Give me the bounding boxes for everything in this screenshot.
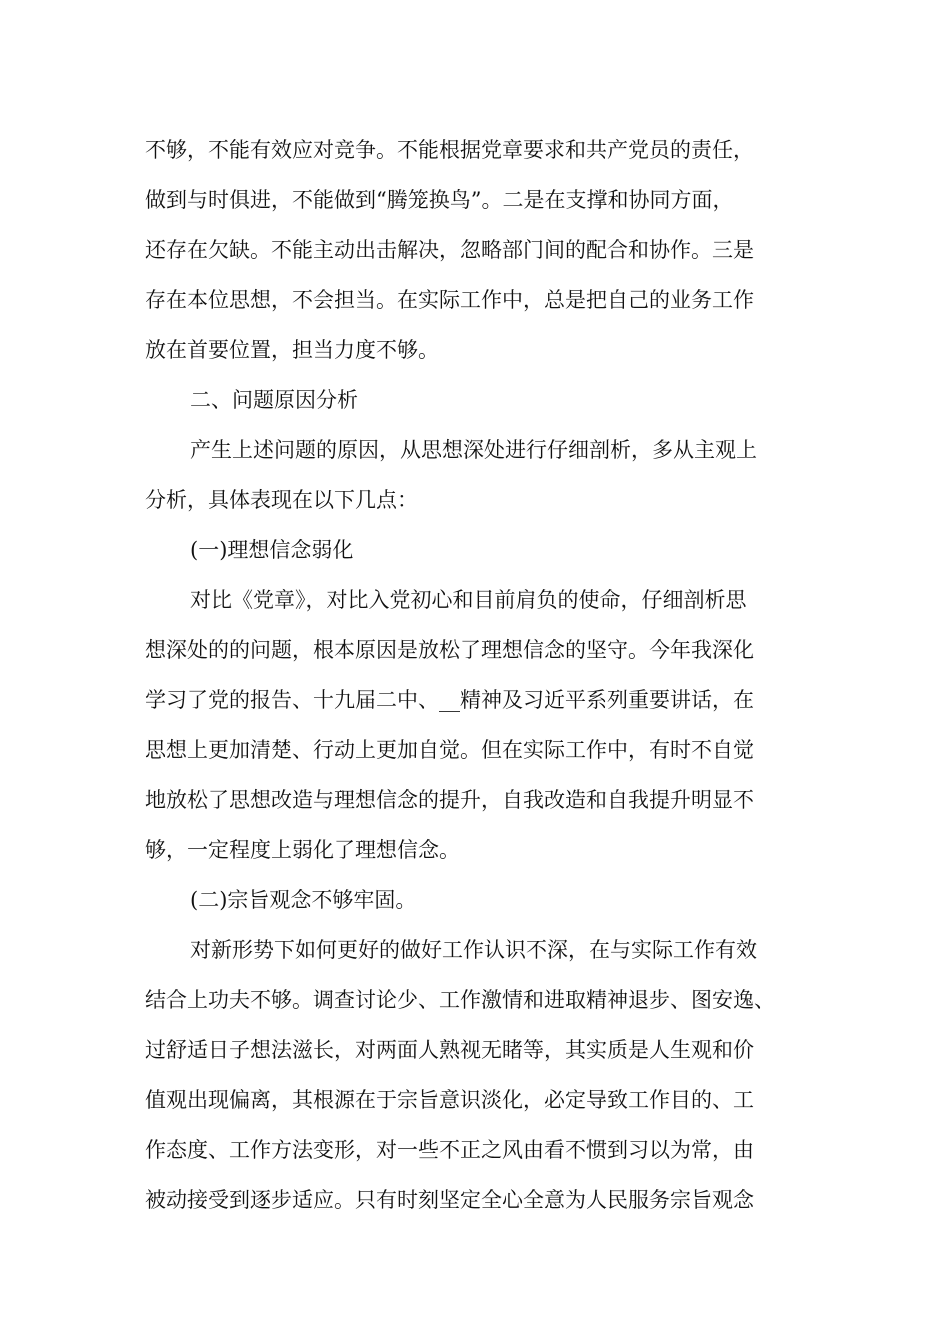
- body-text-line: 还存在欠缺。不能主动出击解决，忽略部门间的配合和协作。三是: [145, 238, 754, 262]
- body-text-line: 对比《党章》，对比入党初心和目前肩负的使命，仔细剖析思: [190, 588, 747, 612]
- body-text-line: 过舒适日子想法滋长，对两面人熟视无睹等，其实质是人生观和价: [145, 1038, 754, 1062]
- body-text-line: 对新形势下如何更好的做好工作认识不深，在与实际工作有效: [190, 938, 757, 962]
- body-text-line: 存在本位思想，不会担当。在实际工作中，总是把自己的业务工作: [145, 288, 754, 312]
- body-text-line: 够，一定程度上弱化了理想信念。: [145, 838, 460, 862]
- body-text-line: 结合上功夫不够。调查讨论少、工作激情和进取精神退步、图安逸、: [145, 988, 775, 1012]
- subsection-heading: (一)理想信念弱化: [190, 538, 354, 562]
- subsection-heading: (二)宗旨观念不够牢固。: [190, 888, 417, 912]
- body-text-line: 分析，具体表现在以下几点：: [145, 488, 418, 512]
- body-text-line: 值观出现偏离，其根源在于宗旨意识淡化，必定导致工作目的、工: [145, 1088, 754, 1112]
- body-text-line: 做到与时俱进，不能做到“腾笼换鸟”。二是在支撑和协同方面，: [145, 188, 734, 212]
- body-text-line: 想深处的的问题，根本原因是放松了理想信念的坚守。今年我深化: [145, 638, 754, 662]
- section-heading: 二、问题原因分析: [190, 388, 358, 412]
- body-text-line: 思想上更加清楚、行动上更加自觉。但在实际工作中，有时不自觉: [145, 738, 754, 762]
- body-text-line: 地放松了思想改造与理想信念的提升，自我改造和自我提升明显不: [145, 788, 754, 812]
- body-text-line: 产生上述问题的原因，从思想深处进行仔细剖析，多从主观上: [190, 438, 757, 462]
- body-text-line: 放在首要位置，担当力度不够。: [145, 338, 439, 362]
- body-text-line: 被动接受到逐步适应。只有时刻坚定全心全意为人民服务宗旨观念: [145, 1188, 754, 1212]
- body-text-line: 学习了党的报告、十九届二中、__精神及习近平系列重要讲话，在: [145, 688, 754, 712]
- body-text-line: 不够，不能有效应对竞争。不能根据党章要求和共产党员的责任，: [145, 138, 754, 162]
- body-text-line: 作态度、工作方法变形，对一些不正之风由看不惯到习以为常，由: [145, 1138, 754, 1162]
